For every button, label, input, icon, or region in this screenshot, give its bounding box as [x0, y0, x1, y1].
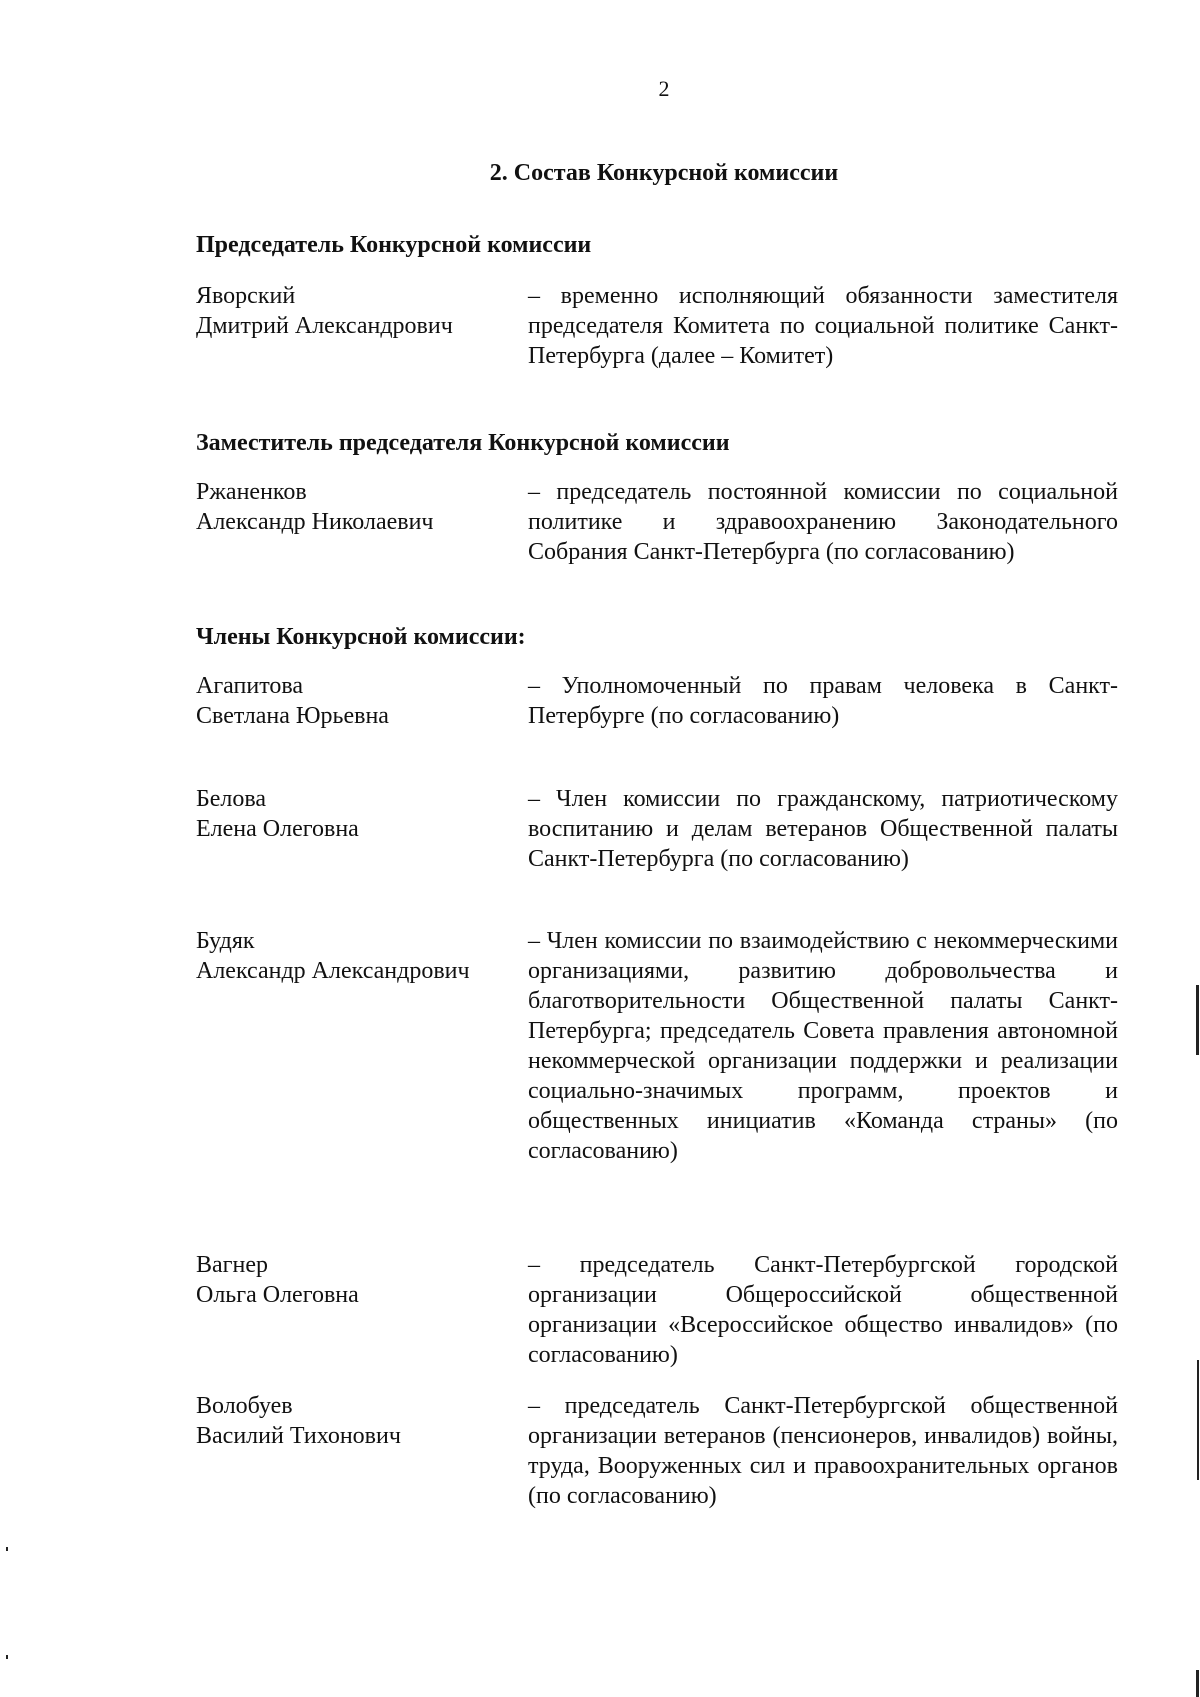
member-surname: Белова — [196, 786, 267, 812]
page-number: 2 — [658, 76, 670, 101]
member-surname: Волобуев — [196, 1393, 293, 1419]
member-name — [196, 926, 516, 986]
scan-mark — [6, 1655, 8, 1659]
member-surname: Агапитова — [196, 673, 304, 699]
member-role: – председатель постоянной комиссии по социальной политике и здравоохранению Законодательного Собрания Санкт-Петербурга (по согласованию) — [528, 479, 1118, 565]
member-role: – Уполномоченный по правам человека в Санкт-Петербурге (по согласованию) — [528, 673, 1118, 729]
member-given-name: Александр Николаевич — [196, 509, 434, 535]
member-name — [196, 281, 516, 341]
member-name — [196, 1391, 516, 1451]
chair-heading: Председатель Конкурсной комиссии — [196, 232, 592, 258]
scan-mark — [6, 1547, 8, 1551]
member-given-name: Александр Александрович — [196, 958, 470, 984]
deputy-heading: Заместитель председателя Конкурсной комиссии — [196, 430, 730, 456]
member-role: – председатель Санкт-Петербургской городской организации Общероссийской общественной организации «Всероссийское общество инвалидов» (по согласованию) — [528, 1252, 1118, 1368]
scan-mark — [1197, 1360, 1199, 1480]
member-role: – председатель Санкт-Петербургской общественной организации ветеранов (пенсионеров, инвалидов) войны, труда, Вооруженных сил и правоохранительных органов (по согласованию) — [528, 1393, 1118, 1509]
member-name — [196, 671, 516, 731]
member-surname: Ржаненков — [196, 479, 307, 505]
scan-mark — [1196, 1670, 1199, 1697]
member-name — [196, 1250, 516, 1310]
member-name — [196, 784, 516, 844]
member-surname: Будяк — [196, 928, 255, 954]
member-given-name: Светлана Юрьевна — [196, 703, 389, 729]
member-surname: Вагнер — [196, 1252, 268, 1278]
section-title: 2. Состав Конкурсной комиссии — [489, 160, 839, 186]
member-given-name: Елена Олеговна — [196, 816, 359, 842]
member-role: – Член комиссии по взаимодействию с некоммерческими организациями, развитию добровольчества и благотворительности Общественной палаты Санкт-Петербурга; председатель Совета правления автономной некоммерческой организации поддержки и реализации социально-значимых программ, проектов и общественных инициатив «Команда страны» (по согласованию) — [528, 928, 1118, 1164]
member-surname: Яворский — [196, 283, 296, 309]
member-given-name: Василий Тихонович — [196, 1423, 401, 1449]
members-heading: Члены Конкурсной комиссии: — [196, 624, 526, 650]
member-name — [196, 477, 516, 537]
member-given-name: Ольга Олеговна — [196, 1282, 359, 1308]
member-role: – Член комиссии по гражданскому, патриотическому воспитанию и делам ветеранов Общественной палаты Санкт-Петербурга (по согласованию) — [528, 786, 1118, 872]
member-role: – временно исполняющий обязанности заместителя председателя Комитета по социальной политике Санкт-Петербурга (далее – Комитет) — [528, 283, 1118, 369]
member-given-name: Дмитрий Александрович — [196, 313, 453, 339]
scan-mark — [1196, 985, 1199, 1055]
